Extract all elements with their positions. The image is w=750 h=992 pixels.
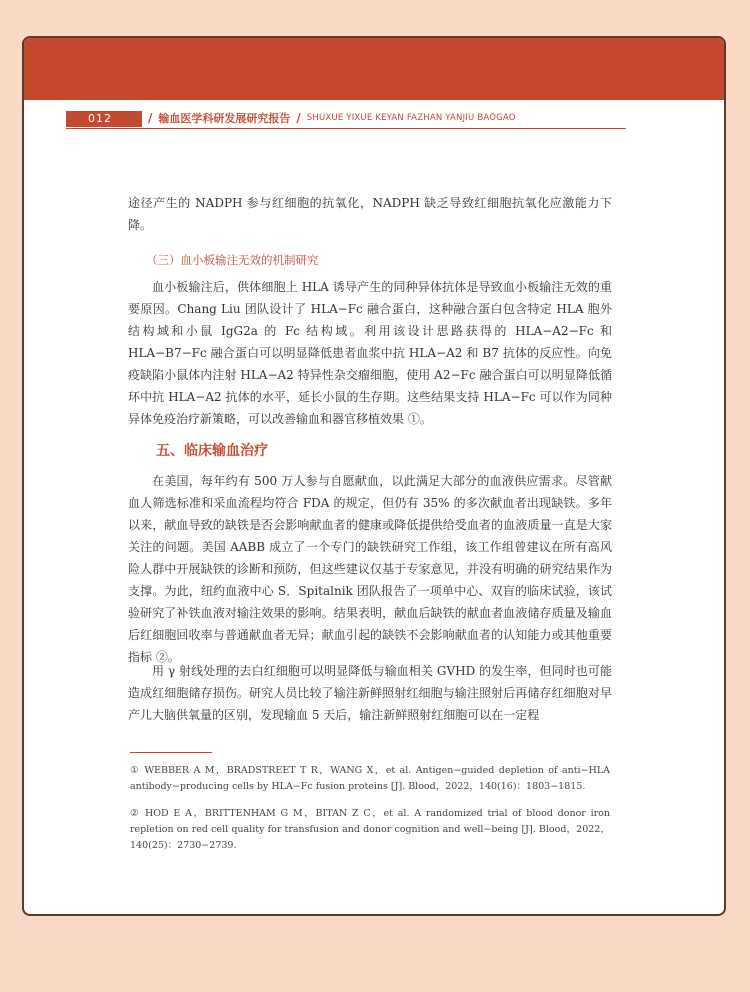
page-number: 012 — [66, 111, 142, 127]
paragraph-continuation: 途径产生的 NADPH 参与红细胞的抗氧化，NADPH 缺乏导致红细胞抗氧化应激能力下降。 — [128, 196, 612, 232]
paragraph-clinical-2: 用 γ 射线处理的去白红细胞可以明显降低与输血相关 GVHD 的发生率，但同时也可能造成红细胞储存损伤。研究人员比较了输注新鲜照射红细胞与输注照射后再储存红细胞对早产儿大脑供氧量的区别，发现输血 5 天后，输注新鲜照射红细胞可以在一定程 — [128, 664, 612, 722]
subheading-platelet: （三）血小板输注无效的机制研究 — [146, 253, 319, 267]
footnote-1: ① WEBBER A M，BRADSTREET T R，WANG X，et al. Antigen−guided depletion of anti−HLA antibody−producing cells by HLA−Fc fusion proteins [J]. Blood，2022，140(16)：1803−1815. — [130, 765, 610, 792]
paragraph-platelet: 血小板输注后，供体细胞上 HLA 诱导产生的同种异体抗体是导致血小板输注无效的重要原因。Chang Liu 团队设计了 HLA−Fc 融合蛋白，这种融合蛋白包含特定 HLA 胞外结构域和小鼠 IgG2a 的 Fc 结构域。利用该设计思路获得的 HLA−A2−Fc 和 HLA−B7−Fc 融合蛋白可以明显降低患者血浆中抗 HLA−A2 和 B7 抗体的反应性。向免疫缺陷小鼠体内注射 HLA−A2 特异性杂交瘤细胞，使用 A2−Fc 融合蛋白可以明显降低循环中抗 HLA−A2 抗体的水平，延长小鼠的生存期。这些结果支持 HLA−Fc 可以作为同种异体免疫治疗新策略，可以改善输血和器官移植效果 ①。 — [128, 280, 612, 426]
paragraph-clinical-1: 在美国，每年约有 500 万人参与自愿献血，以此满足大部分的血液供应需求。尽管献血人筛选标准和采血流程均符合 FDA 的规定，但仍有 35% 的多次献血者出现缺铁。多年以来，献血导致的缺铁是否会影响献血者的健康或降低提供给受血者的血液质量一直是大家关注的问题。美国 AABB 成立了一个专门的缺铁研究工作组，该工作组曾建议在所有高风险人群中开展缺铁的诊断和预防，但这些建议仅基于专家意见，并没有明确的研究结果作为支撑。为此，纽约血液中心 S．Spitalnik 团队报告了一项单中心、双盲的临床试验，该试验研究了补铁血液对输注效果的影响。结果表明，献血后缺铁的献血者血液储存质量及输血后红细胞回收率与普通献血者无异；献血引起的缺铁不会影响献血者的认知能力或其他重要指标 ②。 — [128, 474, 612, 664]
running-header — [66, 108, 626, 129]
header-slash: / — [148, 111, 153, 125]
top-color-band — [24, 38, 724, 100]
header-slash-2: / — [296, 111, 301, 125]
footnote-2: ② HOD E A，BRITTENHAM G M，BITAN Z C，et al. A randomized trial of blood donor iron repletion on red cell quality for transfusion and donor cognition and well−being [J]. Blood，2022，140(25)：2730−2739. — [130, 808, 610, 851]
book-title: 输血医学科研发展研究报告 — [158, 112, 291, 125]
section-heading-clinical: 五、临床输血治疗 — [156, 443, 268, 459]
footnote-divider — [130, 752, 212, 753]
book-pinyin-title: SHUXUE YIXUE KEYAN FAZHAN YANJIU BAOGAO — [306, 113, 516, 123]
